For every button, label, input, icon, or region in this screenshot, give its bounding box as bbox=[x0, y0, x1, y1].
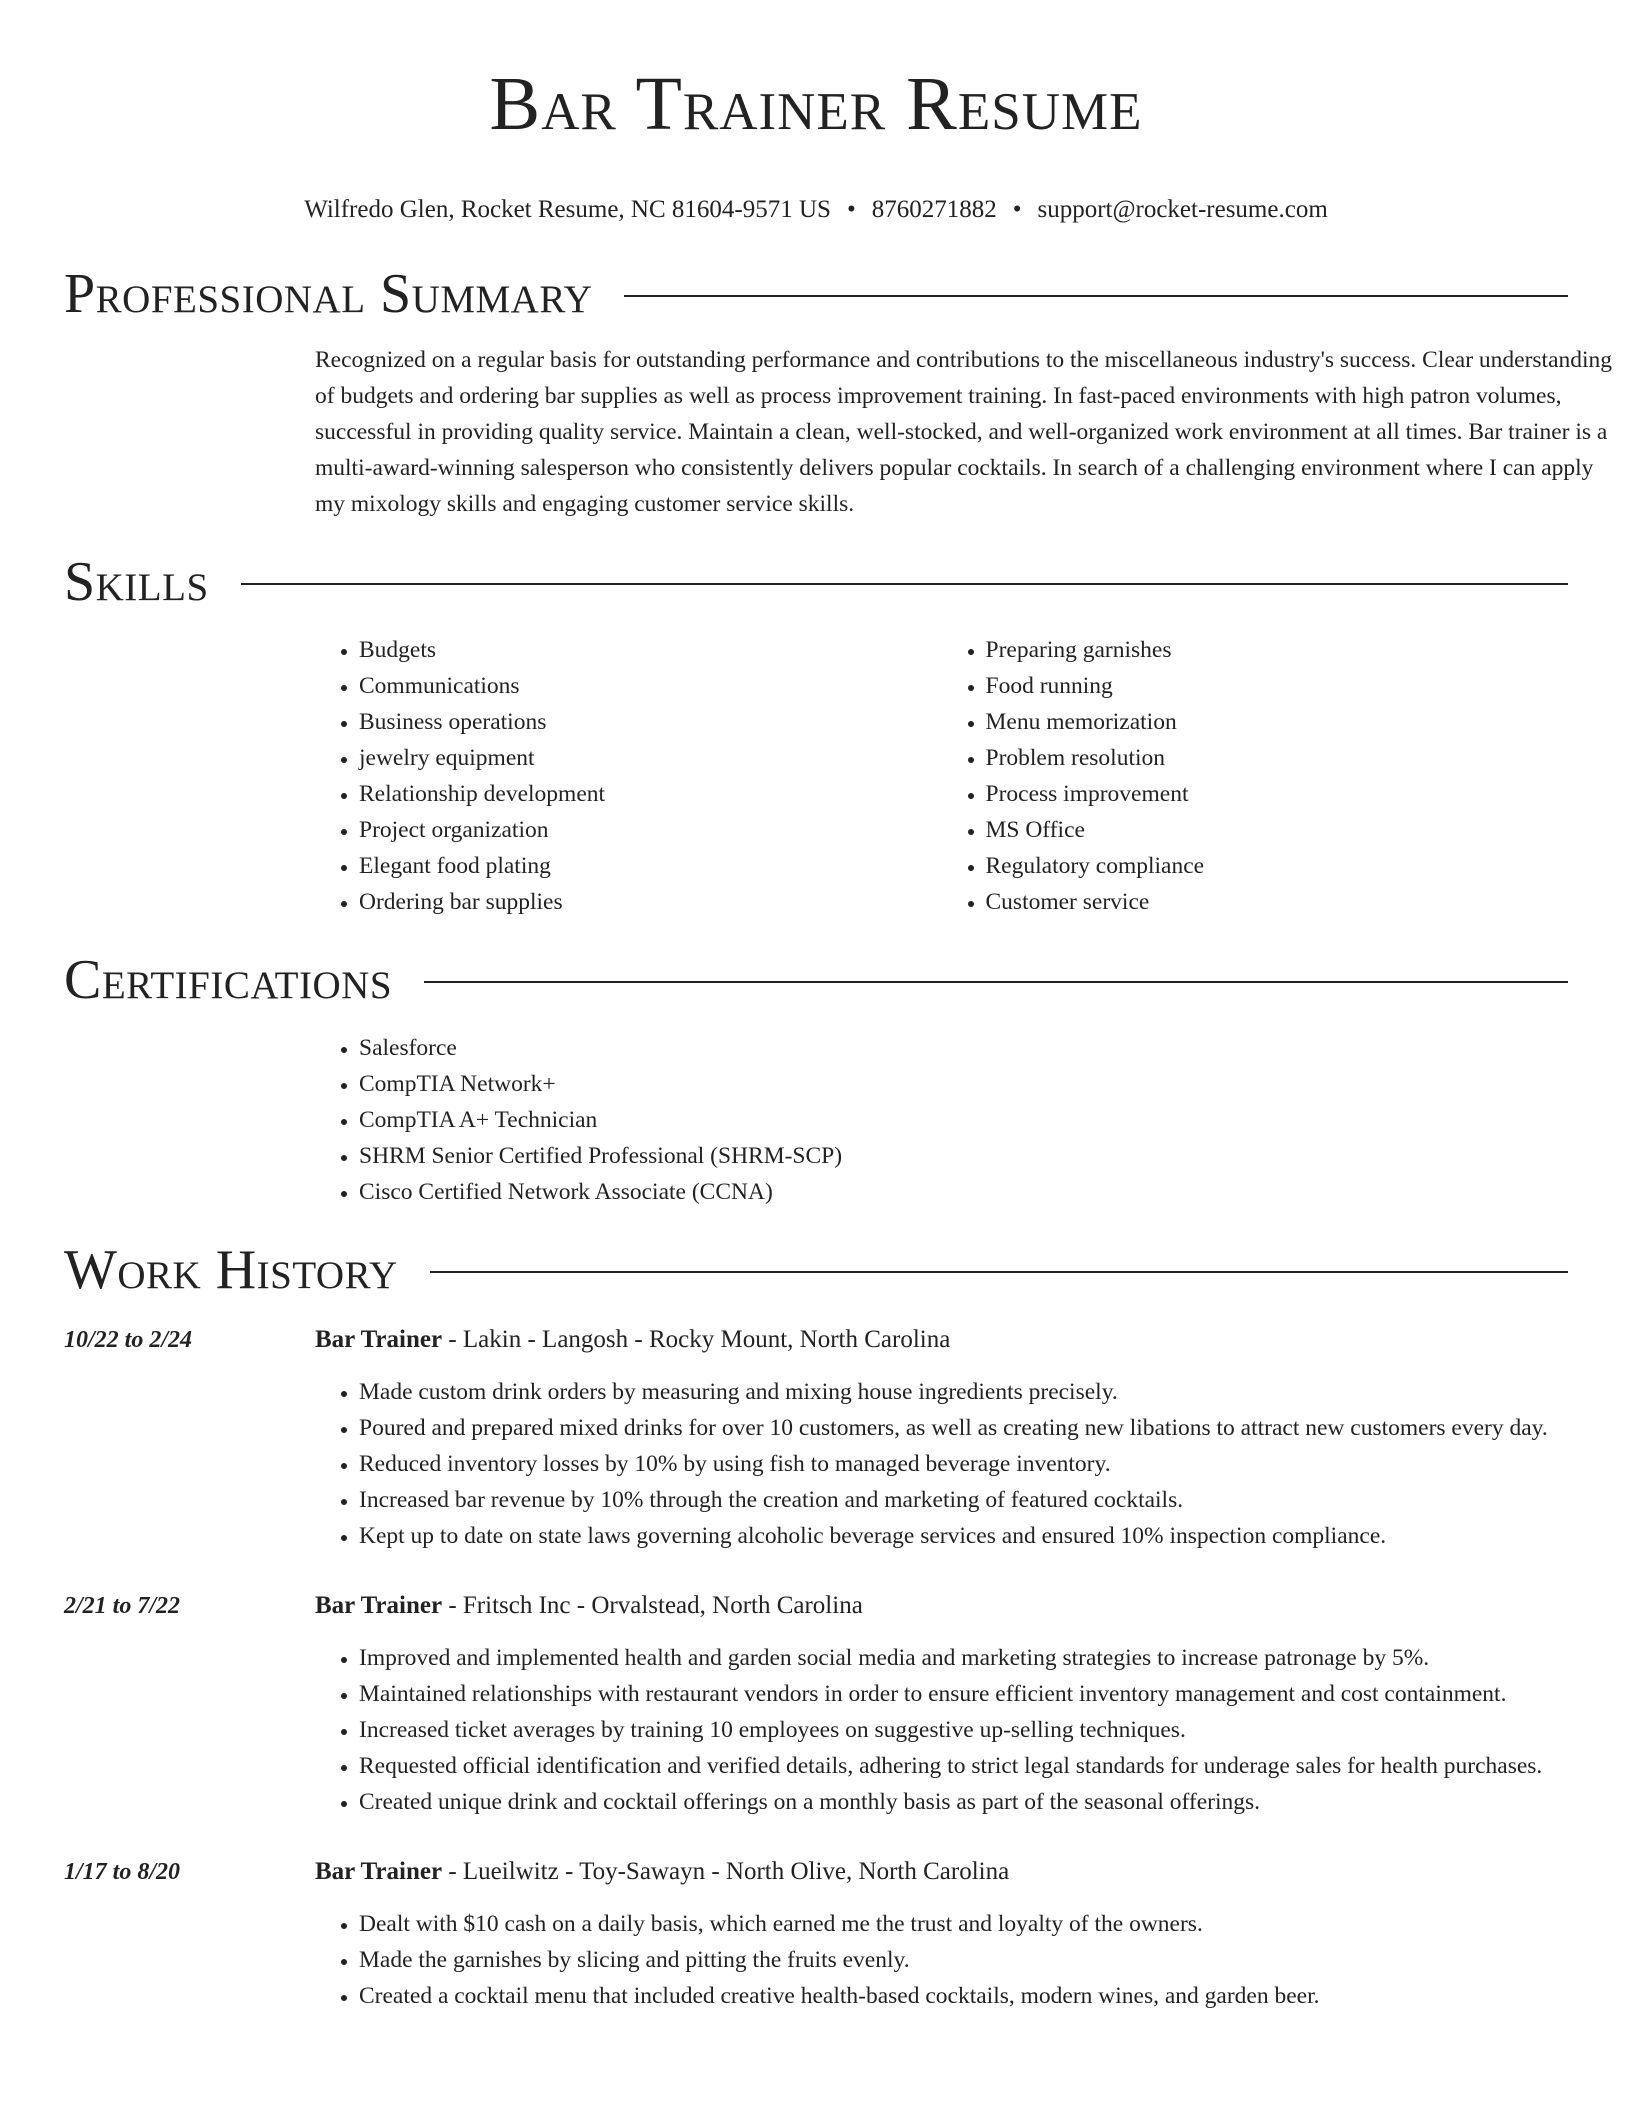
certification-item: • CompTIA A+ Technician bbox=[359, 1102, 1568, 1138]
job-employer: - Lueilwitz - Toy-Sawayn - North Olive, North Carolina bbox=[442, 1858, 1010, 1885]
job-employer: - Fritsch Inc - Orvalstead, North Carolina bbox=[442, 1592, 863, 1619]
summary-body bbox=[315, 342, 1613, 522]
skills-grid bbox=[315, 632, 1568, 920]
job-bullet: • Reduced inventory losses by 10% by using fish to managed beverage inventory. bbox=[359, 1446, 1555, 1482]
job-dates: 10/22 to 2/24 bbox=[64, 1327, 193, 1353]
section-divider bbox=[424, 981, 1568, 983]
job-bullet: • Made the garnishes by slicing and pitting the fruits evenly. bbox=[359, 1942, 1555, 1978]
skill-item: • Problem resolution bbox=[986, 740, 1569, 776]
section-divider bbox=[624, 295, 1568, 297]
skill-item: • Relationship development bbox=[359, 776, 942, 812]
contact-email: support@rocket-resume.com bbox=[1037, 196, 1328, 223]
skill-item: • Budgets bbox=[359, 632, 942, 668]
certifications-heading: Certifications bbox=[64, 949, 393, 1011]
skill-item: • Food running bbox=[986, 668, 1569, 704]
certification-item: • Cisco Certified Network Associate (CCNA) bbox=[359, 1174, 1568, 1210]
job-bullet: • Created unique drink and cocktail offerings on a monthly basis as part of the seasonal offerings. bbox=[359, 1784, 1555, 1820]
section-divider bbox=[241, 583, 1568, 585]
skill-item: • jewelry equipment bbox=[359, 740, 942, 776]
job-bullet: • Improved and implemented health and garden social media and marketing strategies to increase patronage by 5%. bbox=[359, 1640, 1555, 1676]
job-bullets bbox=[315, 1640, 1555, 1820]
skill-item: • Business operations bbox=[359, 704, 942, 740]
job-bullet: • Created a cocktail menu that included creative health-based cocktails, modern wines, and garden beer. bbox=[359, 1978, 1555, 2014]
certifications-list bbox=[315, 1030, 1568, 1210]
job-bullet: • Poured and prepared mixed drinks for over 10 customers, as well as creating new libations to attract new customers every day. bbox=[359, 1410, 1555, 1446]
job-employer: - Lakin - Langosh - Rocky Mount, North Carolina bbox=[442, 1326, 951, 1353]
skill-item: • MS Office bbox=[986, 812, 1569, 848]
job-bullet: • Maintained relationships with restaurant vendors in order to ensure efficient inventory management and cost containment. bbox=[359, 1676, 1555, 1712]
contact-address: Wilfredo Glen, Rocket Resume, NC 81604-9571 US bbox=[304, 196, 831, 223]
job-dates: 1/17 to 8/20 bbox=[64, 1859, 181, 1885]
work-history-section bbox=[64, 1236, 1568, 2014]
job-bullets bbox=[315, 1374, 1555, 1554]
skills-list-left bbox=[315, 632, 942, 920]
resume-title: Bar Trainer Resume bbox=[489, 62, 1143, 146]
skill-item: • Process improvement bbox=[986, 776, 1569, 812]
job-bullet-list bbox=[315, 1906, 1555, 2014]
work-history-heading: Work History bbox=[64, 1239, 398, 1301]
job-header bbox=[64, 1322, 1568, 1358]
job-bullet: • Increased ticket averages by training 10 employees on suggestive up-selling techniques. bbox=[359, 1712, 1555, 1748]
skills-header bbox=[64, 548, 1568, 616]
certifications-section bbox=[64, 946, 1568, 1210]
contact-phone: 8760271882 bbox=[871, 196, 997, 223]
job-bullet-list bbox=[315, 1640, 1555, 1820]
job-entry bbox=[64, 1588, 1568, 1820]
work-history-header bbox=[64, 1236, 1568, 1304]
certifications-body bbox=[315, 1030, 1568, 1210]
job-bullet: • Dealt with $10 cash on a daily basis, which earned me the trust and loyalty of the owners. bbox=[359, 1906, 1555, 1942]
summary-heading: Professional Summary bbox=[64, 263, 593, 325]
summary-section bbox=[64, 260, 1613, 522]
job-entry bbox=[64, 1854, 1568, 2014]
job-header bbox=[64, 1588, 1568, 1624]
contact-separator: • bbox=[1012, 196, 1022, 223]
job-bullet-list bbox=[315, 1374, 1555, 1554]
section-divider bbox=[430, 1271, 1568, 1273]
skill-item: • Regulatory compliance bbox=[986, 848, 1569, 884]
job-role: Bar Trainer bbox=[315, 1858, 443, 1885]
skill-item: • Menu memorization bbox=[986, 704, 1569, 740]
skill-item: • Communications bbox=[359, 668, 942, 704]
job-entry bbox=[64, 1322, 1568, 1554]
skills-list-right bbox=[942, 632, 1569, 920]
skill-item: • Preparing garnishes bbox=[986, 632, 1569, 668]
skill-item: • Project organization bbox=[359, 812, 942, 848]
skills-section bbox=[64, 548, 1568, 920]
skill-item: • Customer service bbox=[986, 884, 1569, 920]
job-role: Bar Trainer bbox=[315, 1326, 443, 1353]
job-title-line bbox=[315, 1588, 863, 1624]
job-dates: 2/21 to 7/22 bbox=[64, 1593, 181, 1619]
summary-text: Recognized on a regular basis for outstanding performance and contributions to the miscellaneous industry's success. Clear understanding of budgets and ordering bar supplies as well as process improvement training. In fast-paced environments with high patron volumes, successful in providing quality service. Maintain a clean, well-stocked, and well-organized work environment at all times. Bar trainer is a multi-award-winning salesperson who consistently delivers popular cocktails. In search of a challenging environment where I can apply my mixology skills and engaging customer service skills. bbox=[315, 347, 1613, 517]
job-bullet: • Increased bar revenue by 10% through the creation and marketing of featured cocktails. bbox=[359, 1482, 1555, 1518]
summary-header bbox=[64, 260, 1568, 328]
certification-item: • CompTIA Network+ bbox=[359, 1066, 1568, 1102]
certification-item: • SHRM Senior Certified Professional (SHRM-SCP) bbox=[359, 1138, 1568, 1174]
job-bullet: • Requested official identification and verified details, adhering to strict legal standards for underage sales for health purchases. bbox=[359, 1748, 1555, 1784]
contact-separator: • bbox=[846, 196, 856, 223]
job-bullet: • Kept up to date on state laws governing alcoholic beverage services and ensured 10% inspection compliance. bbox=[359, 1518, 1555, 1554]
job-bullets bbox=[315, 1906, 1555, 2014]
skill-item: • Ordering bar supplies bbox=[359, 884, 942, 920]
job-header bbox=[64, 1854, 1568, 1890]
contact-line bbox=[0, 194, 1632, 226]
job-title-line bbox=[315, 1322, 950, 1358]
certification-item: • Salesforce bbox=[359, 1030, 1568, 1066]
skill-item: • Elegant food plating bbox=[359, 848, 942, 884]
job-title-line bbox=[315, 1854, 1009, 1890]
job-bullet: • Made custom drink orders by measuring and mixing house ingredients precisely. bbox=[359, 1374, 1555, 1410]
certifications-header bbox=[64, 946, 1568, 1014]
job-role: Bar Trainer bbox=[315, 1592, 443, 1619]
skills-heading: Skills bbox=[64, 551, 209, 613]
